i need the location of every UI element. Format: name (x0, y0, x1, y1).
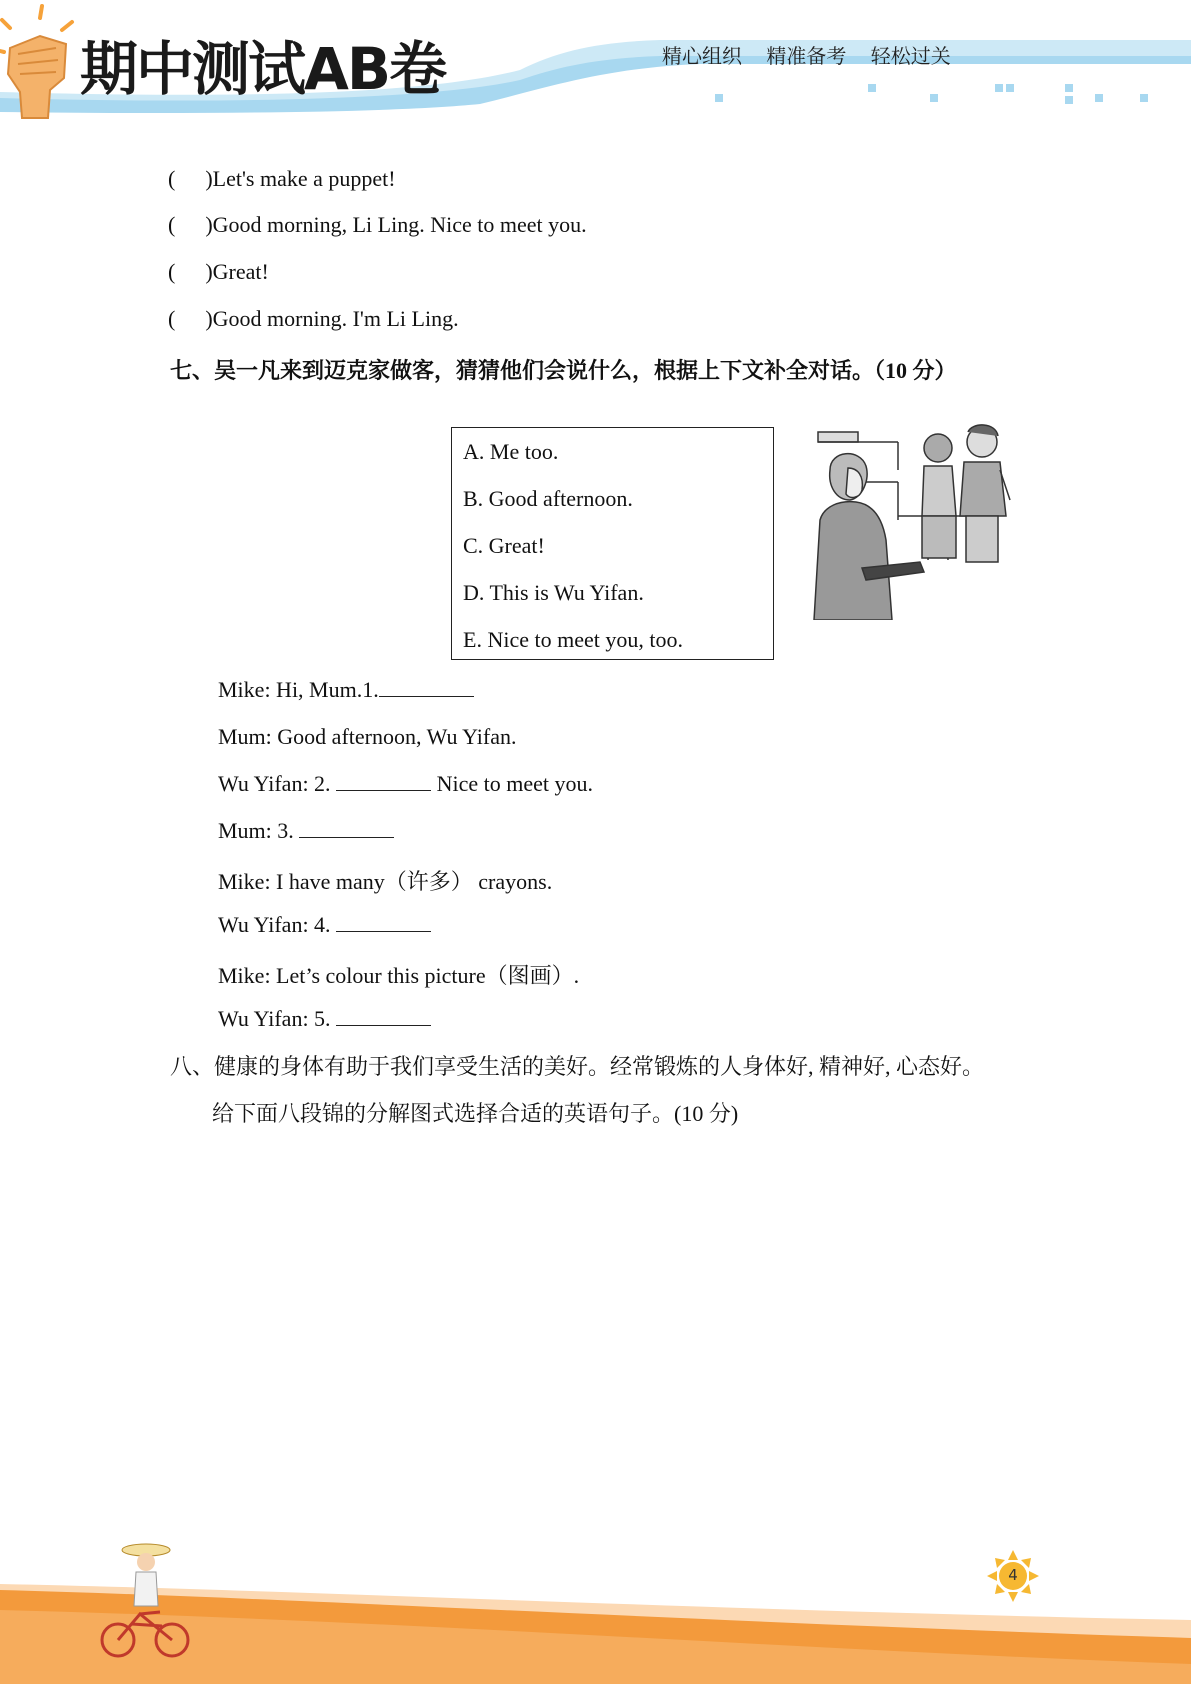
slogan-2: 精准备考 (766, 44, 847, 68)
answer-blank-3[interactable] (299, 819, 394, 838)
answer-paren[interactable]: ( (168, 259, 176, 284)
dialogue-line-1: Mike: Hi, Mum.1. (218, 677, 474, 703)
page-header (0, 0, 1191, 120)
footer-band (0, 1540, 1191, 1684)
dialogue-line-4: Mum: 3. (218, 818, 394, 844)
answer-paren[interactable]: ( (168, 166, 176, 191)
slogan-1: 精心组织 (662, 44, 742, 68)
dialogue-line-6: Wu Yifan: 4. (218, 912, 431, 938)
dialogue-line-3: Wu Yifan: 2. Nice to meet you. (218, 771, 593, 796)
dialogue-line-7: Mike: Let’s colour this picture（图画）. (218, 963, 580, 988)
header-slogans (662, 40, 969, 69)
dialogue-line-2: Mum: Good afternoon, Wu Yifan. (218, 724, 517, 749)
visit-illustration (800, 420, 1030, 620)
ordering-text: )Great! (205, 259, 269, 284)
answer-blank-1[interactable] (379, 678, 474, 697)
answer-blank-2[interactable] (336, 772, 431, 791)
answer-blank-4[interactable] (336, 913, 431, 932)
slogan-3: 轻松过关 (870, 44, 951, 68)
ordering-item[interactable] (168, 259, 269, 285)
dialogue-line-5: Mike: I have many（许多） crayons. (218, 869, 553, 894)
ordering-text: )Good morning. I'm Li Ling. (205, 306, 459, 331)
option-d: D. This is Wu Yifan. (463, 580, 644, 605)
page-number: 4 (1008, 1566, 1018, 1584)
ordering-item[interactable] (168, 306, 459, 332)
option-a: A. Me too. (463, 439, 559, 464)
options-box (451, 427, 774, 660)
option-c: C. Great! (463, 533, 545, 558)
ordering-text: )Let's make a puppet! (205, 166, 396, 191)
section7-heading: 七、吴一凡来到迈克家做客，猜猜他们会说什么，根据上下文补全对话。（10 分） (170, 358, 957, 383)
dialogue-line-8: Wu Yifan: 5. (218, 1006, 431, 1032)
exam-title: 期中测试AB卷 (80, 35, 446, 103)
section8-heading-line1: 八、健康的身体有助于我们享受生活的美好。经常锻炼的人身体好, 精神好, 心态好。 (170, 1054, 985, 1079)
fist-icon (0, 0, 80, 120)
answer-paren[interactable]: ( (168, 212, 176, 237)
ordering-text: )Good morning, Li Ling. Nice to meet you. (205, 212, 587, 237)
answer-paren[interactable]: ( (168, 306, 176, 331)
option-b: B. Good afternoon. (463, 486, 633, 511)
section8-heading-line2: 给下面八段锦的分解图式选择合适的英语句子。(10 分) (212, 1101, 739, 1126)
ordering-item[interactable] (168, 166, 396, 192)
answer-blank-5[interactable] (336, 1007, 431, 1026)
ordering-item[interactable] (168, 212, 587, 238)
option-e: E. Nice to meet you, too. (463, 627, 683, 652)
